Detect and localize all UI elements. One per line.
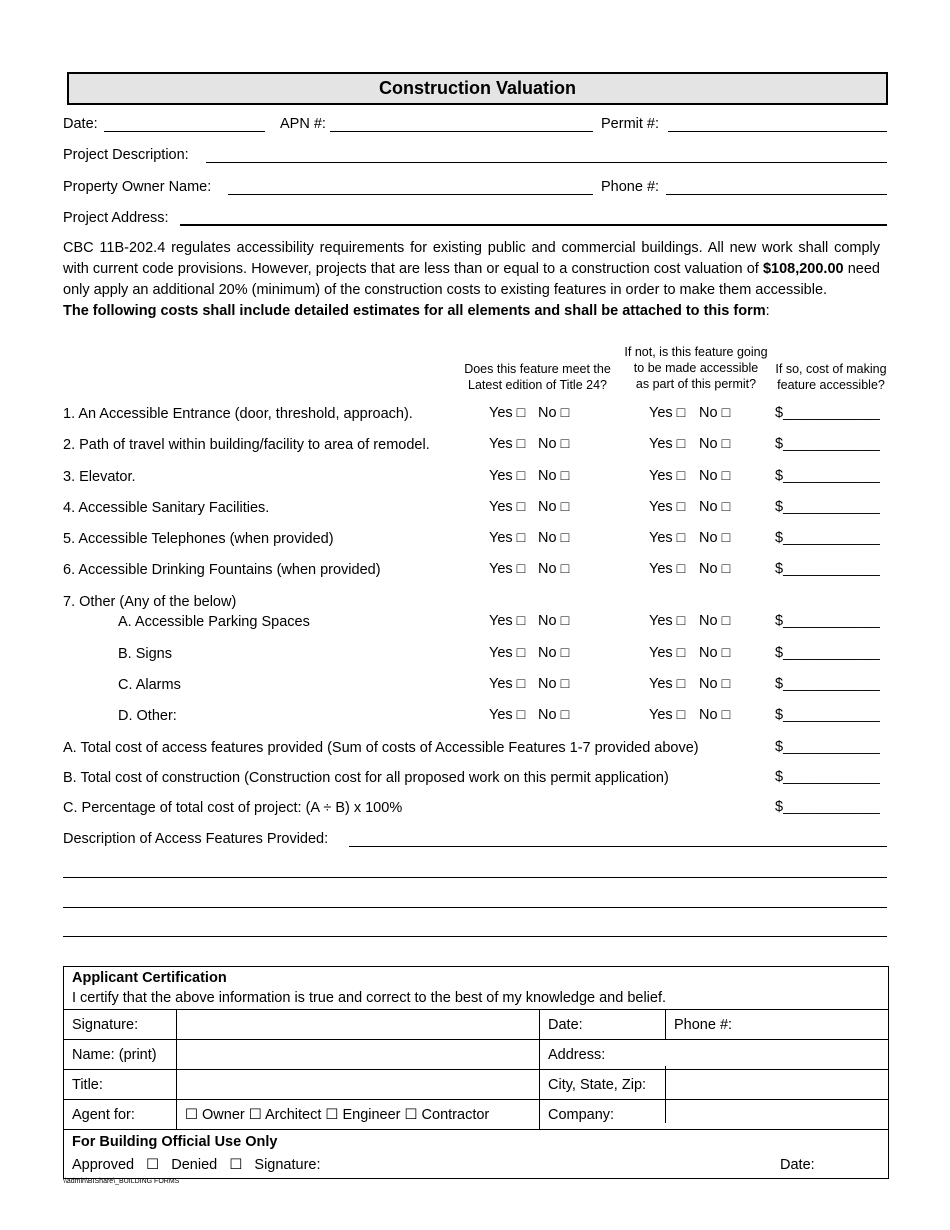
item-label: 4. Accessible Sanitary Facilities.	[63, 500, 270, 516]
title-label: Title:	[64, 1070, 177, 1100]
agent-options[interactable]: ☐ Owner ☐ Architect ☐ Engineer ☐ Contractor	[177, 1100, 540, 1130]
official-date-label: Date:	[780, 1157, 815, 1173]
footer-path: \\admin\BIShare\_BUILDING FORMS	[63, 1178, 180, 1185]
item-label: 3. Elevator.	[63, 469, 136, 485]
item-label: 1. An Accessible Entrance (door, threshold, approach).	[63, 406, 413, 422]
official-signature-label: Signature:	[254, 1157, 321, 1173]
accessible-no-checkbox[interactable]: No □	[699, 405, 731, 421]
date-label: Date:	[63, 116, 98, 132]
page-title: Construction Valuation	[67, 72, 888, 105]
total-cost-field[interactable]: $____________	[775, 739, 880, 755]
accessible-yes-checkbox[interactable]: Yes □	[649, 645, 686, 661]
date-field[interactable]	[104, 131, 265, 132]
meets-yes-checkbox[interactable]: Yes □	[489, 707, 526, 723]
meets-yes-checkbox[interactable]: Yes □	[489, 561, 526, 577]
accessible-yes-checkbox[interactable]: Yes □	[649, 405, 686, 421]
col2-line1: If not, is this feature going	[624, 345, 768, 359]
name-field[interactable]	[177, 1040, 540, 1070]
feature-cost-field[interactable]: $____________	[775, 613, 880, 629]
column-header-made-accessible	[616, 344, 776, 392]
feature-cost-field[interactable]: $____________	[775, 499, 880, 515]
meets-yes-checkbox[interactable]: Yes □	[489, 499, 526, 515]
accessible-yes-checkbox[interactable]: Yes □	[649, 707, 686, 723]
valuation-threshold: $108,200.00	[762, 261, 844, 277]
signature-label: Signature:	[64, 1010, 177, 1040]
accessible-no-checkbox[interactable]: No □	[699, 676, 731, 692]
apn-label: APN #:	[280, 116, 326, 132]
col2-line3: as part of this permit?	[635, 377, 757, 391]
meets-yes-checkbox[interactable]: Yes □	[489, 530, 526, 546]
project-description-label: Project Description:	[63, 147, 189, 163]
accessible-no-checkbox[interactable]: No □	[699, 561, 731, 577]
city-state-zip-cell[interactable]	[540, 1070, 889, 1100]
col3-line2: feature accessible?	[777, 378, 885, 392]
project-address-field[interactable]	[180, 224, 887, 226]
city-state-zip-label: City, State, Zip:	[548, 1076, 647, 1093]
accessible-yes-checkbox[interactable]: Yes □	[649, 613, 686, 629]
owner-name-label: Property Owner Name:	[63, 179, 212, 195]
intro-text-end: need only apply an additional 20% (minimum) of the construction costs to existing features in order to make them accessible.	[63, 261, 880, 298]
meets-yes-checkbox[interactable]: Yes □	[489, 405, 526, 421]
certification-statement: I certify that the above information is true and correct to the best of my knowledge and belief.	[72, 990, 667, 1006]
col2-line2: to be made accessible	[633, 361, 759, 375]
certification-heading: Applicant Certification	[72, 970, 227, 986]
item-label: 5. Accessible Telephones (when provided)	[63, 531, 334, 547]
col3-line1: If so, cost of making	[775, 362, 887, 376]
project-address-label: Project Address:	[63, 210, 169, 226]
feature-cost-field[interactable]: $____________	[775, 468, 880, 484]
address-label[interactable]: Address:	[540, 1040, 889, 1070]
accessible-yes-checkbox[interactable]: Yes □	[649, 468, 686, 484]
meets-no-checkbox[interactable]: No □	[538, 436, 570, 452]
col1-line1: Does this feature meet the	[464, 362, 611, 376]
other-heading: 7. Other (Any of the below)	[63, 594, 237, 610]
meets-yes-checkbox[interactable]: Yes □	[489, 645, 526, 661]
accessible-no-checkbox[interactable]: No □	[699, 707, 731, 723]
approved-label: Approved	[72, 1157, 135, 1173]
accessible-no-checkbox[interactable]: No □	[699, 436, 731, 452]
item-label: 2. Path of travel within building/facility to area of remodel.	[63, 437, 430, 453]
cert-phone-label[interactable]: Phone #:	[666, 1010, 889, 1040]
total-label: A. Total cost of access features provided (Sum of costs of Accessible Features 1-7 provided above)	[63, 740, 699, 756]
meets-no-checkbox[interactable]: No □	[538, 645, 570, 661]
sub-item-label: A. Accessible Parking Spaces	[118, 614, 310, 630]
total-label: B. Total cost of construction (Construction cost for all proposed work on this permit application)	[63, 770, 669, 786]
owner-name-field[interactable]	[228, 194, 593, 195]
meets-yes-checkbox[interactable]: Yes □	[489, 676, 526, 692]
meets-no-checkbox[interactable]: No □	[538, 468, 570, 484]
accessible-no-checkbox[interactable]: No □	[699, 613, 731, 629]
meets-no-checkbox[interactable]: No □	[538, 613, 570, 629]
accessible-no-checkbox[interactable]: No □	[699, 468, 731, 484]
name-label: Name: (print)	[64, 1040, 177, 1070]
permit-label: Permit #:	[601, 116, 660, 132]
applicant-certification-table	[63, 966, 889, 1179]
cert-date-label[interactable]: Date:	[540, 1010, 666, 1040]
total-label: C. Percentage of total cost of project: (A ÷ B) x 100%	[63, 800, 403, 816]
accessible-yes-checkbox[interactable]: Yes □	[649, 499, 686, 515]
col1-line2: Latest edition of Title 24?	[468, 378, 607, 392]
project-description-field[interactable]	[206, 162, 887, 163]
feature-cost-field[interactable]: $____________	[775, 676, 880, 692]
meets-yes-checkbox[interactable]: Yes □	[489, 613, 526, 629]
denied-label: Denied	[171, 1157, 218, 1173]
intro-paragraph	[63, 238, 880, 322]
feature-cost-field[interactable]: $____________	[775, 530, 880, 546]
total-cost-field[interactable]: $____________	[775, 769, 880, 785]
city-company-divider	[665, 1066, 666, 1123]
certification-header	[64, 967, 889, 1010]
description-line[interactable]	[63, 907, 887, 908]
feature-cost-field[interactable]: $____________	[775, 436, 880, 452]
column-header-meets-title24	[455, 361, 620, 393]
description-label: Description of Access Features Provided:	[63, 831, 329, 847]
accessible-yes-checkbox[interactable]: Yes □	[649, 676, 686, 692]
agent-label: Agent for:	[64, 1100, 177, 1130]
permit-field[interactable]	[668, 131, 887, 132]
sub-item-label: D. Other:	[118, 708, 177, 724]
sub-item-label: C. Alarms	[118, 677, 181, 693]
feature-cost-field[interactable]: $____________	[775, 707, 880, 723]
meets-no-checkbox[interactable]: No □	[538, 499, 570, 515]
instruction-line: The following costs shall include detailed estimates for all elements and shall be attached to this form	[63, 303, 766, 319]
meets-yes-checkbox[interactable]: Yes □	[489, 436, 526, 452]
official-use-heading: For Building Official Use Only	[72, 1134, 278, 1150]
description-line[interactable]	[63, 936, 887, 937]
feature-cost-field[interactable]: $____________	[775, 645, 880, 661]
accessible-yes-checkbox[interactable]: Yes □	[649, 530, 686, 546]
accessible-yes-checkbox[interactable]: Yes □	[649, 436, 686, 452]
feature-cost-field[interactable]: $____________	[775, 561, 880, 577]
approved-checkbox[interactable]: ☐	[146, 1157, 160, 1173]
sub-item-label: B. Signs	[118, 646, 172, 662]
phone-label: Phone #:	[601, 179, 660, 195]
item-label: 6. Accessible Drinking Fountains (when provided)	[63, 562, 381, 578]
accessible-no-checkbox[interactable]: No □	[699, 530, 731, 546]
denied-checkbox[interactable]: ☐	[229, 1157, 243, 1173]
accessible-no-checkbox[interactable]: No □	[699, 499, 731, 515]
description-field[interactable]	[349, 846, 887, 847]
signature-field[interactable]	[177, 1010, 540, 1040]
meets-no-checkbox[interactable]: No □	[538, 405, 570, 421]
meets-no-checkbox[interactable]: No □	[538, 530, 570, 546]
meets-yes-checkbox[interactable]: Yes □	[489, 468, 526, 484]
title-field[interactable]	[177, 1070, 540, 1100]
feature-cost-field[interactable]: $____________	[775, 405, 880, 421]
phone-field[interactable]	[666, 194, 887, 195]
official-use-section	[64, 1130, 889, 1179]
description-line[interactable]	[63, 877, 887, 878]
meets-no-checkbox[interactable]: No □	[538, 707, 570, 723]
intro-text: CBC 11B-202.4 regulates accessibility requirements for existing public and commercial buildings. All new work shall comply with current code provisions. However, projects that are less than or equal to a construction cost valuation of	[63, 240, 880, 277]
accessible-yes-checkbox[interactable]: Yes □	[649, 561, 686, 577]
meets-no-checkbox[interactable]: No □	[538, 561, 570, 577]
total-cost-field[interactable]: $____________	[775, 799, 880, 815]
instruction-colon: :	[765, 303, 770, 319]
company-label[interactable]: Company:	[540, 1100, 889, 1130]
column-header-cost	[770, 361, 892, 393]
accessible-no-checkbox[interactable]: No □	[699, 645, 731, 661]
meets-no-checkbox[interactable]: No □	[538, 676, 570, 692]
apn-field[interactable]	[330, 131, 593, 132]
